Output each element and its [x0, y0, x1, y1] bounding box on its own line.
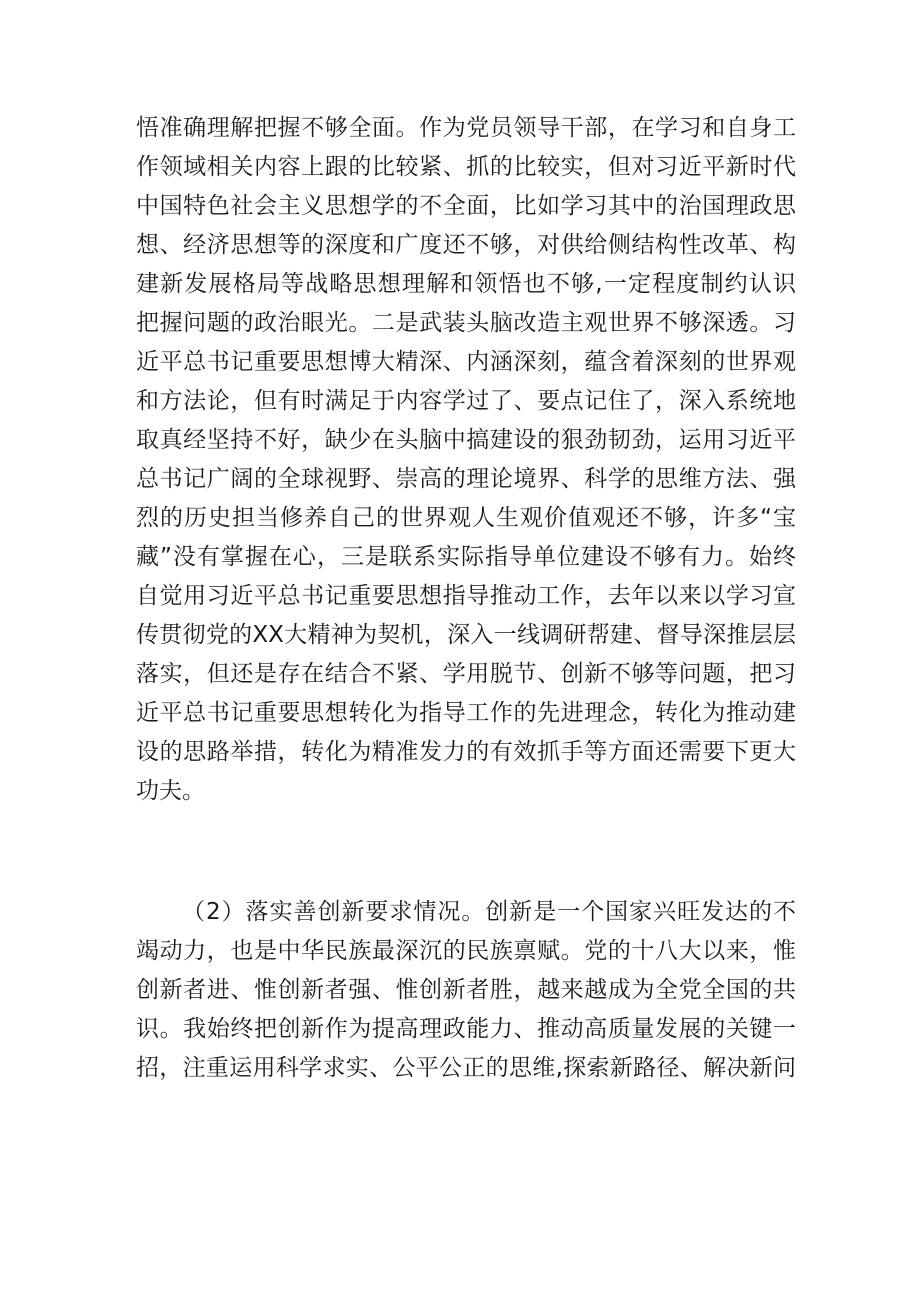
text-line: 功夫。: [136, 778, 205, 804]
text-line: 建新发展格局等战略思想理解和领悟也不够,一定程度制约认识: [136, 271, 796, 297]
text-line: 烈的历史担当修养自己的世界观人生观价值观还不够，许多“宝: [136, 505, 796, 531]
text-line: 近平总书记重要思想转化为指导工作的先进理念，转化为推动建: [136, 700, 796, 726]
text-line: 和方法论，但有时满足于内容学过了、要点记住了，深入系统地: [136, 388, 796, 414]
paragraph-1: [136, 109, 796, 811]
text-line: 设的思路举措，转化为精准发力的有效抓手等方面还需要下更大: [136, 739, 796, 765]
text-line: 想、经济思想等的深度和广度还不够，对供给侧结构性改革、构: [136, 232, 796, 258]
text-line: 识。我始终把创新作为提高理政能力、推动高质量发展的关键一: [136, 1016, 796, 1042]
text-line: 总书记广阔的全球视野、崇高的理论境界、科学的思维方法、强: [136, 466, 796, 492]
text-line: 创新者进、惟创新者强、惟创新者胜，越来越成为全党全国的共: [136, 977, 796, 1003]
text-line: 招，注重运用科学求实、公平公正的思维,探索新路径、解决新问: [136, 1055, 796, 1081]
text-line: 近平总书记重要思想博大精深、内涵深刻，蕴含着深刻的世界观: [136, 349, 796, 375]
text-line: 作领域相关内容上跟的比较紧、抓的比较实，但对习近平新时代: [136, 154, 796, 180]
text-line: 中国特色社会主义思想学的不全面，比如学习其中的治国理政思: [136, 193, 796, 219]
text-line: 自觉用习近平总书记重要思想指导推动工作，去年以来以学习宣: [136, 583, 796, 609]
text-line: 悟准确理解把握不够全面。作为党员领导干部，在学习和自身工: [136, 115, 796, 141]
text-line: 落实，但还是存在结合不紧、学用脱节、创新不够等问题，把习: [136, 661, 796, 687]
text-line: （2）落实善创新要求情况。创新是一个国家兴旺发达的不: [182, 899, 796, 925]
text-line: 把握问题的政治眼光。二是武装头脑改造主观世界不够深透。习: [136, 310, 796, 336]
text-line: 竭动力，也是中华民族最深沉的民族禀赋。党的十八大以来，惟: [136, 938, 796, 964]
text-line: 取真经坚持不好，缺少在头脑中搞建设的狠劲韧劲，运用习近平: [136, 427, 796, 453]
text-line: 传贯彻党的XX大精神为契机，深入一线调研帮建、督导深推层层: [136, 622, 796, 648]
paragraph-2: [136, 893, 796, 1088]
text-line: 藏”没有掌握在心，三是联系实际指导单位建设不够有力。始终: [136, 544, 796, 570]
